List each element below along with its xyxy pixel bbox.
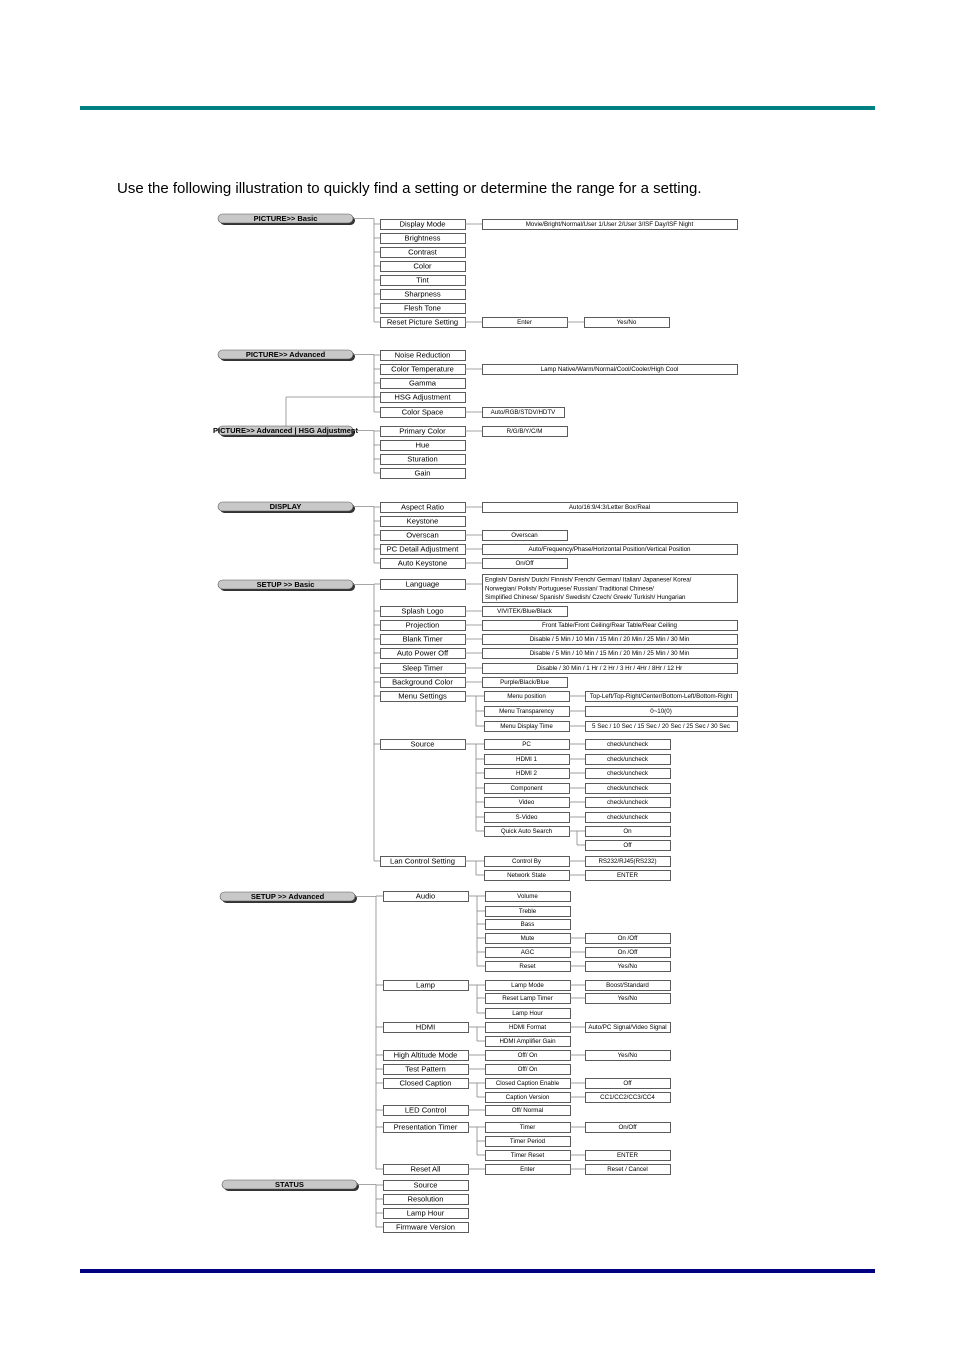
sub-option-box-label: Timer Period (509, 1138, 546, 1146)
value-box (586, 740, 671, 750)
menu-item-label: Test Pattern (405, 1064, 446, 1074)
menu-item (381, 545, 466, 555)
value-box (586, 1079, 671, 1089)
value-box-label: ENTER (617, 1152, 638, 1160)
sub-option-box (486, 1051, 571, 1061)
menu-item (384, 1079, 469, 1089)
value-box-label: ENTER (617, 872, 638, 880)
menu-item (381, 220, 466, 230)
menu-item (381, 649, 466, 659)
menu-item (381, 857, 466, 867)
menu-item-label: Tint (416, 275, 429, 285)
menu-item (384, 1181, 469, 1191)
menu-item-label: Overscan (406, 530, 439, 540)
menu-item (381, 290, 466, 300)
menu-item (384, 1106, 469, 1116)
value-box-label: Top-Left/Top-Right/Center/Bottom-Left/Bottom-Right (589, 693, 733, 701)
value-box (586, 769, 671, 779)
value-box (586, 841, 671, 851)
sub-option-box (486, 981, 571, 991)
option-box (483, 664, 738, 674)
option-box (483, 678, 568, 688)
option-box (483, 635, 738, 645)
sub-option-box-label: Timer Reset (510, 1152, 545, 1160)
sub-option-box (486, 920, 571, 930)
value-box-label: RS232/RJ45(RS232) (598, 858, 657, 866)
sub-option-box (485, 871, 570, 881)
sub-option-box (485, 740, 570, 750)
option-box (483, 649, 738, 659)
menu-item-label: Firmware Version (395, 1222, 456, 1232)
value-box (586, 813, 671, 823)
sub-option-box (485, 722, 570, 732)
menu-item (381, 304, 466, 314)
sub-option-box (486, 1123, 571, 1133)
option-box-label: VIVITEK/Blue/Black (497, 608, 552, 616)
menu-item (381, 692, 466, 702)
menu-item-label: Brightness (404, 233, 441, 243)
value-box (586, 857, 671, 867)
option-box-label: Purple/Black/Blue (500, 679, 549, 687)
value-box (586, 962, 671, 972)
sub-option-box (486, 1037, 571, 1047)
menu-item-label: Keystone (406, 516, 439, 526)
menu-item-label: HSG Adjustment (394, 392, 451, 402)
section-header-5 (220, 892, 357, 903)
value-box (586, 934, 671, 944)
value-box-label: On (623, 828, 632, 836)
sub-option-box (486, 907, 571, 917)
menu-item (381, 379, 466, 389)
section-header-6-label: STATUS (275, 1180, 304, 1190)
sub-option-box-label: Closed Caption Enable (495, 1080, 560, 1088)
value-box (586, 1093, 671, 1103)
menu-item-label: Gamma (408, 378, 437, 388)
value-box (586, 994, 671, 1004)
menu-item-label: High Altitude Mode (393, 1050, 458, 1060)
menu-item (381, 469, 466, 479)
option-box (483, 621, 738, 631)
menu-item-label: Lamp Hour (406, 1208, 445, 1218)
menu-item (381, 621, 466, 631)
sub-option-box-label: Mute (520, 935, 535, 943)
menu-item-label: PC Detail Adjustment (386, 544, 459, 554)
option-box (483, 607, 568, 617)
menu-item (381, 664, 466, 674)
value-box (586, 1165, 671, 1175)
menu-item (381, 351, 466, 361)
language-list-line: Norwegian/ Polish/ Portuguese/ Russian/ Traditional Chinese/ (485, 585, 654, 593)
menu-item-label: Reset All (410, 1164, 441, 1174)
menu-item (381, 635, 466, 645)
menu-item (384, 1209, 469, 1219)
menu-item-label: Display Mode (399, 219, 446, 229)
value-box (586, 755, 671, 765)
sub-option-box (485, 857, 570, 867)
option-box-label: Enter (517, 319, 532, 327)
sub-option-box-label: Reset (519, 963, 536, 971)
value-box-label: check/uncheck (607, 814, 648, 822)
value-box-label: Boost/Standard (606, 982, 649, 990)
option-box (483, 559, 568, 569)
sub-option-box (486, 1093, 571, 1103)
option-box (483, 427, 568, 437)
sub-option-box-label: HDMI 1 (516, 756, 537, 764)
menu-item (384, 892, 469, 902)
sub-option-box (486, 1137, 571, 1147)
sub-option-box-label: Menu Transparency (499, 708, 554, 716)
section-header-3-label: DISPLAY (269, 502, 302, 512)
value-box-label: On/Off (618, 1124, 637, 1132)
section-header-2-label: PICTURE>> Advanced | HSG Adjustment (213, 426, 358, 436)
menu-item-label: Background Color (392, 677, 453, 687)
menu-item-label: Gain (414, 468, 431, 478)
sub-option-box-label: HDMI Amplifier Gain (499, 1038, 556, 1046)
option-box (483, 503, 738, 513)
menu-item-label: Auto Keystone (397, 558, 448, 568)
menu-item (381, 408, 466, 418)
menu-item-label: Noise Reduction (394, 350, 451, 360)
value-box-label: 5 Sec / 10 Sec / 15 Sec / 20 Sec / 25 Sec / 30 Sec (592, 723, 730, 731)
menu-item (381, 531, 466, 541)
value-box (586, 981, 671, 991)
menu-item-label: Flesh Tone (403, 303, 442, 313)
menu-item-label: Presentation Timer (393, 1122, 458, 1132)
sub-option-box (485, 798, 570, 808)
menu-item (381, 740, 466, 750)
menu-item (384, 1023, 469, 1033)
intro-text: Use the following illustration to quickly find a setting or determine the range for a setting. (117, 180, 702, 197)
sub-option-box-label: Off/ On (517, 1052, 538, 1060)
menu-item-label: Hue (415, 440, 430, 450)
sub-option-box (485, 692, 570, 702)
value-box-label: 0~10(0) (650, 708, 672, 716)
value-box (586, 1023, 671, 1033)
option-box-label: Disable / 30 Min / 1 Hr / 2 Hr / 3 Hr / 4Hr / 8Hr / 12 Hr (536, 665, 683, 673)
menu-item (381, 276, 466, 286)
value-box (586, 722, 738, 732)
sub-option-box-label: Off/ Normal (511, 1107, 544, 1115)
section-header-4-label: SETUP >> Basic (256, 580, 315, 590)
sub-option-box-label: Treble (518, 908, 537, 916)
value-box-label: Yes/No (617, 963, 638, 971)
value-box-label: Off (623, 842, 632, 850)
value-box-label: Reset / Cancel (607, 1166, 648, 1174)
value-box (586, 1051, 671, 1061)
value-box-label: check/uncheck (607, 785, 648, 793)
value-box (586, 1151, 671, 1161)
sub-option-box-label: Off/ On (517, 1066, 538, 1074)
menu-item-label: HDMI (415, 1022, 436, 1032)
menu-item (384, 1123, 469, 1133)
value-box (586, 692, 738, 702)
sub-option-box-label: Bass (520, 921, 535, 929)
menu-item-label: Lamp (416, 980, 435, 990)
option-box-label: Auto/RGB/STDV/HDTV (490, 409, 556, 417)
option-box (483, 220, 738, 230)
value-box-label: check/uncheck (607, 756, 648, 764)
value-box (586, 707, 738, 717)
menu-item (384, 981, 469, 991)
menu-item (381, 559, 466, 569)
value-box (586, 827, 671, 837)
value-box (586, 948, 671, 958)
menu-item (381, 234, 466, 244)
section-header-1-label: PICTURE>> Advanced (245, 350, 326, 360)
option-box-label: R/G/B/Y/C/M (506, 428, 543, 436)
menu-item-label: Contrast (408, 247, 437, 257)
menu-item (381, 365, 466, 375)
sub-option-box-label: Volume (517, 893, 538, 901)
value-box-label: On /Off (617, 935, 638, 943)
sub-option-box (485, 784, 570, 794)
menu-item (381, 262, 466, 272)
sub-option-box-label: Enter (520, 1166, 535, 1174)
sub-option-box (485, 769, 570, 779)
section-header-2 (213, 426, 358, 437)
option-box-label: Disable / 5 Min / 10 Min / 15 Min / 20 Min / 25 Min / 30 Min (529, 650, 690, 658)
value-box-label: CC1/CC2/CC3/CC4 (600, 1094, 655, 1102)
menu-item-label: Splash Logo (401, 606, 444, 616)
option-box-label: Disable / 5 Min / 10 Min / 15 Min / 20 Min / 25 Min / 30 Min (529, 636, 690, 644)
menu-item (381, 580, 466, 590)
sub-option-box-label: Video (518, 799, 535, 807)
sub-option-box-label: HDMI 2 (516, 770, 537, 778)
value-box (586, 871, 671, 881)
sub-option-box (485, 755, 570, 765)
sub-option-box-label: Timer (519, 1124, 536, 1132)
menu-item-label: Sleep Timer (402, 663, 443, 673)
option-box-label: Movie/Bright/Normal/User 1/User 2/User 3/ISF Day/ISF Night (525, 221, 694, 229)
sub-option-box-label: Lamp Hour (512, 1010, 543, 1018)
section-header-0-label: PICTURE>> Basic (253, 214, 318, 224)
menu-item (381, 503, 466, 513)
value-box-label: Off (623, 1080, 632, 1088)
sub-option-box-label: Control By (512, 858, 541, 866)
section-header-5-label: SETUP >> Advanced (250, 892, 325, 902)
value-box-label: check/uncheck (607, 799, 648, 807)
section-header-0 (218, 214, 355, 225)
section-header-6 (222, 1180, 359, 1191)
menu-item-label: Color (413, 261, 432, 271)
sub-option-box (486, 892, 571, 902)
value-box (586, 1123, 671, 1133)
menu-item-label: Blank Timer (402, 634, 443, 644)
menu-item-label: Aspect Ratio (400, 502, 445, 512)
menu-item (381, 393, 466, 403)
menu-item (384, 1223, 469, 1233)
menu-item (381, 517, 466, 527)
menu-item (381, 248, 466, 258)
sub-option-box-label: S-Video (515, 814, 538, 822)
sub-option-box (486, 1023, 571, 1033)
sub-option-box-label: Caption Version (505, 1094, 550, 1102)
sub-option-box (486, 1106, 571, 1116)
menu-item-label: Audio (415, 891, 436, 901)
language-list-line: Simplified Chinese/ Spanish/ Swedish/ Czech/ Greek/ Turkish/ Hungarian (485, 594, 686, 602)
value-box-label: Yes/No (617, 995, 638, 1003)
option-box-label: Auto/Frequency/Phase/Horizontal Position/Vertical Position (528, 546, 691, 554)
sub-option-box (486, 948, 571, 958)
option-box-label: Auto/16:9/4:3/Letter Box/Real (568, 504, 651, 512)
menu-item (384, 1195, 469, 1205)
option-box-label: On/Off (515, 560, 534, 568)
menu-item-label: Auto Power Off (396, 648, 449, 658)
option-box-label: Front Table/Front Ceiling/Rear Table/Rear Ceiling (542, 622, 677, 630)
language-list-box (483, 575, 738, 603)
sub-option-box (486, 962, 571, 972)
value-box-label: check/uncheck (607, 741, 648, 749)
menu-item (381, 427, 466, 437)
sub-option-box (485, 707, 570, 717)
menu-item-label: Closed Caption (399, 1078, 452, 1088)
sub-option-box (486, 1079, 571, 1089)
sub-option-box (486, 1009, 571, 1019)
sub-option-box (485, 813, 570, 823)
menu-item-label: LED Control (404, 1105, 447, 1115)
bottom-rule (80, 1269, 875, 1273)
menu-item-label: Language (405, 579, 440, 589)
option-box (483, 531, 568, 541)
menu-item-label: Projection (405, 620, 440, 630)
option-box-label: Lamp Native/Warm/Normal/Cool/Cooler/High Cool (540, 366, 679, 374)
menu-item-label: Color Temperature (391, 364, 454, 374)
sub-option-box-label: Reset Lamp Timer (502, 995, 553, 1003)
sub-option-box (486, 934, 571, 944)
sub-option-box (485, 827, 570, 837)
menu-item-label: Color Space (401, 407, 444, 417)
menu-item-label: Source (410, 739, 435, 749)
sub-option-box-label: AGC (520, 949, 535, 957)
value-box-label: Yes/No (616, 319, 637, 327)
sub-option-box-label: PC (522, 741, 531, 749)
value-box-label: check/uncheck (607, 770, 648, 778)
value-box (586, 784, 671, 794)
language-list-line: English/ Danish/ Dutch/ Finnish/ French/ German/ Italian/ Japanese/ Korea/ (485, 576, 692, 584)
sub-option-box (486, 994, 571, 1004)
menu-item-label: Sturation (407, 454, 438, 464)
menu-item (384, 1051, 469, 1061)
option-box (483, 318, 568, 328)
menu-item-label: Menu Settings (398, 691, 447, 701)
sub-option-box-label: Quick Auto Search (500, 828, 553, 836)
menu-item (381, 678, 466, 688)
value-box (585, 318, 670, 328)
sub-option-box (486, 1151, 571, 1161)
menu-item-label: Lan Control Setting (389, 856, 456, 866)
section-header-3 (218, 502, 355, 513)
value-box-label: Yes/No (617, 1052, 638, 1060)
menu-item (384, 1065, 469, 1075)
menu-item (381, 607, 466, 617)
menu-item-label: Primary Color (399, 426, 446, 436)
option-box (483, 408, 565, 418)
menu-item-label: Resolution (407, 1194, 444, 1204)
value-box (586, 798, 671, 808)
sub-option-box-label: Network State (507, 872, 546, 880)
sub-option-box (486, 1165, 571, 1175)
menu-item (381, 455, 466, 465)
section-header-4 (218, 580, 355, 591)
option-box-label: Overscan (511, 532, 538, 540)
sub-option-box-label: Menu position (507, 693, 546, 701)
sub-option-box-label: Component (510, 785, 543, 793)
value-box-label: Auto/PC Signal/Video Signal (588, 1024, 667, 1032)
option-box (483, 545, 738, 555)
sub-option-box-label: Menu Display Time (500, 723, 553, 731)
menu-item (381, 318, 466, 328)
value-box-label: On /Off (617, 949, 638, 957)
menu-item (381, 441, 466, 451)
menu-item-label: Source (413, 1180, 438, 1190)
sub-option-box-label: Lamp Mode (511, 982, 544, 990)
menu-item-label: Sharpness (404, 289, 441, 299)
section-header-1 (218, 350, 355, 361)
option-box (483, 365, 738, 375)
menu-item-label: Reset Picture Setting (386, 317, 459, 327)
menu-item (384, 1165, 469, 1175)
sub-option-box (486, 1065, 571, 1075)
sub-option-box-label: HDMI Format (508, 1024, 547, 1032)
